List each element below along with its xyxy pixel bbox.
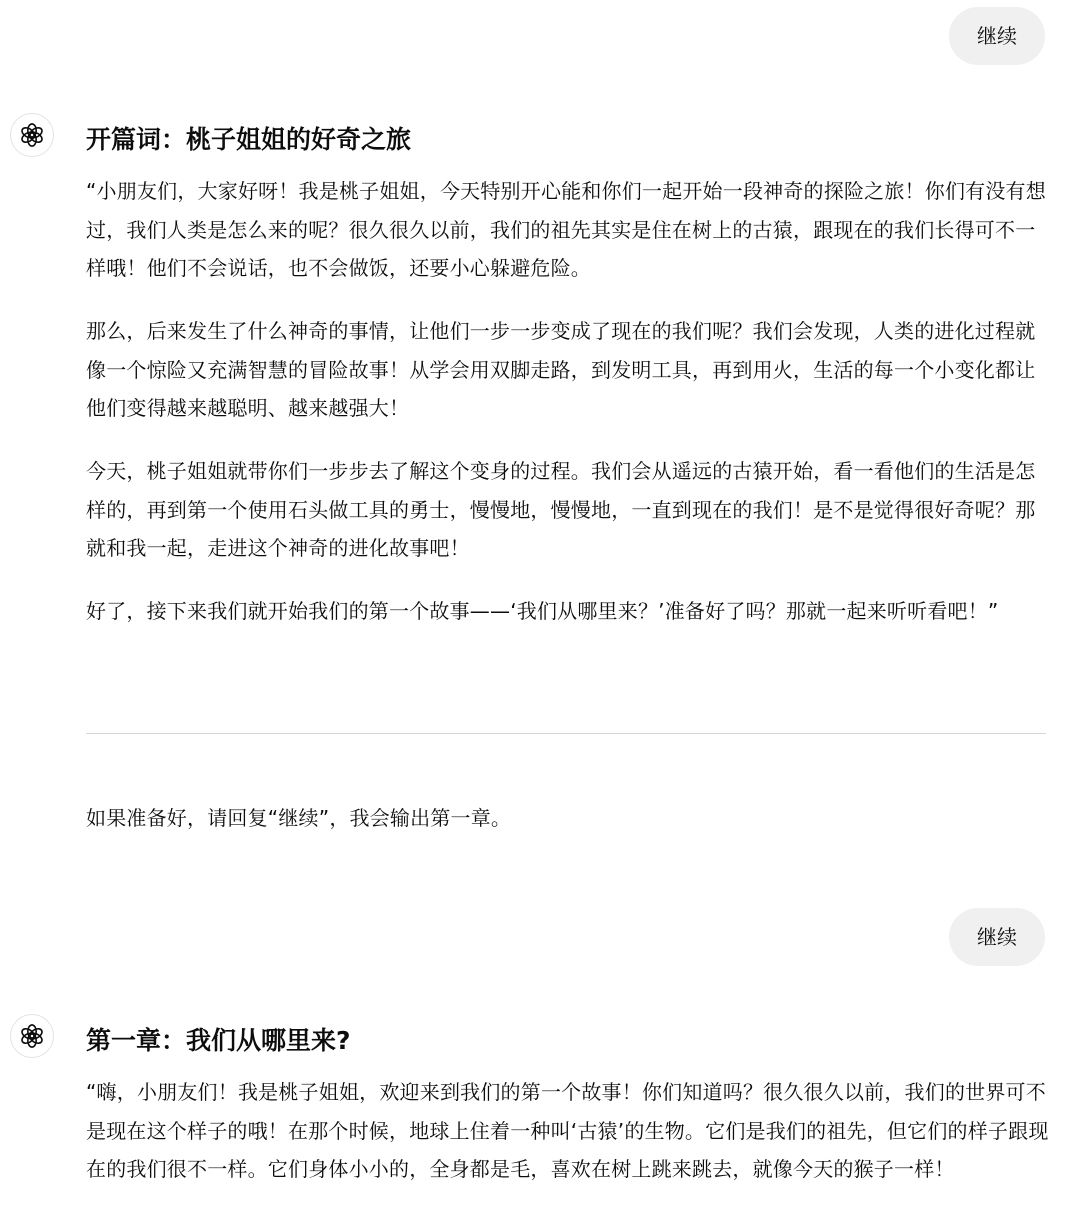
message-paragraph: 好了，接下来我们就开始我们的第一个故事——‘我们从哪里来？’准备好了吗？那就一起来听听看吧！” [86,599,999,623]
assistant-avatar [10,1014,54,1058]
assistant-avatar [10,113,54,157]
user-message-bubble: 继续 [949,908,1045,966]
message-heading: 开篇词：桃子姐姐的好奇之旅 [86,125,412,154]
message-heading: 第一章：我们从哪里来? [86,1026,351,1055]
user-message-bubble: 继续 [949,7,1045,65]
message-closing-text: 如果准备好，请回复“继续”，我会输出第一章。 [86,806,512,830]
message-paragraph: 今天，桃子姐姐就带你们一步步去了解这个变身的过程。我们会从遥远的古猿开始，看一看他们的生活是怎样的，再到第一个使用石头做工具的勇士，慢慢地，慢慢地，一直到现在的我们！是不是觉得很好奇呢？那就和我一起，走进这个神奇的进化故事吧！ [86,459,1036,560]
openai-logo-icon [18,121,46,149]
message-paragraph: “小朋友们，大家好呀！我是桃子姐姐，今天特别开心能和你们一起开始一段神奇的探险之旅！你们有没有想过，我们人类是怎么来的呢？很久很久以前，我们的祖先其实是住在树上的古猿，跟现在的我们长得可不一样哦！他们不会说话，也不会做饭，还要小心躲避危险。 [86,179,1046,280]
message-paragraph: “嗨，小朋友们！我是桃子姐姐，欢迎来到我们的第一个故事！你们知道吗？很久很久以前，我们的世界可不是现在这个样子的哦！在那个时候，地球上住着一种叫‘古猿’的生物。它们是我们的祖先，但它们的样子跟现在的我们很不一样。它们身体小小的，全身都是毛，喜欢在树上跳来跳去，就像今天的猴子一样！ [86,1080,1049,1181]
horizontal-divider [86,733,1046,734]
message-paragraph: 那么，后来发生了什么神奇的事情，让他们一步一步变成了现在的我们呢？我们会发现，人类的进化过程就像一个惊险又充满智慧的冒险故事！从学会用双脚走路，到发明工具，再到用火，生活的每一个小变化都让他们变得越来越聪明、越来越强大！ [86,319,1036,420]
openai-logo-icon [18,1022,46,1050]
